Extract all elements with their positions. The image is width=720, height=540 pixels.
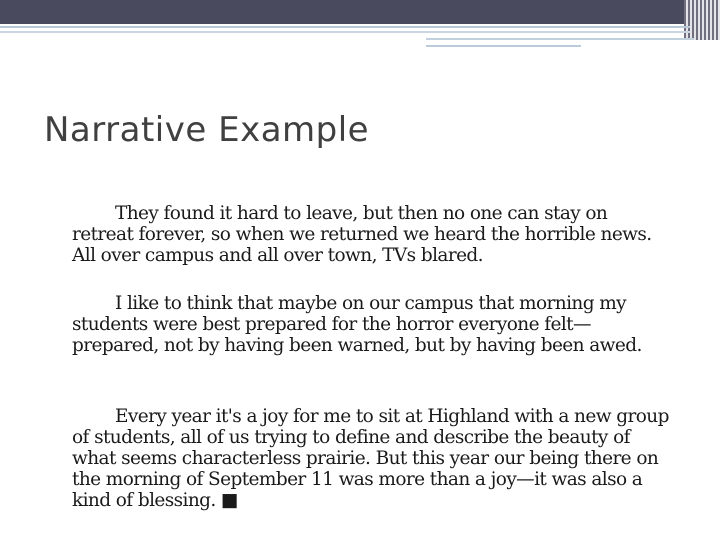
header-rule-3 [426, 38, 694, 40]
header-rule-2 [0, 31, 690, 33]
narrative-paragraph-3: Every year it's a joy for me to sit at Highland with a new group of students, all of us trying to define and describe the beauty of what seems characterless prairie. But this year our being there on the morning of September 11 was more than a joy—it was also a kind of blessing. ■ [72, 406, 669, 511]
header-rule-4 [426, 45, 581, 47]
narrative-paragraph-2: I like to think that maybe on our campus that morning my students were best prepared for the horror everyone felt—prepared, not by having been warned, but by having been awed. [72, 293, 642, 356]
header-stripe-decoration [684, 0, 720, 40]
narrative-paragraph-1: They found it hard to leave, but then no one can stay on retreat forever, so when we returned we heard the horrible news. All over campus and all over town, TVs blared. [72, 203, 652, 266]
header-band [0, 0, 720, 24]
slide-title: Narrative Example [44, 110, 370, 150]
header-rule-1 [0, 26, 690, 28]
